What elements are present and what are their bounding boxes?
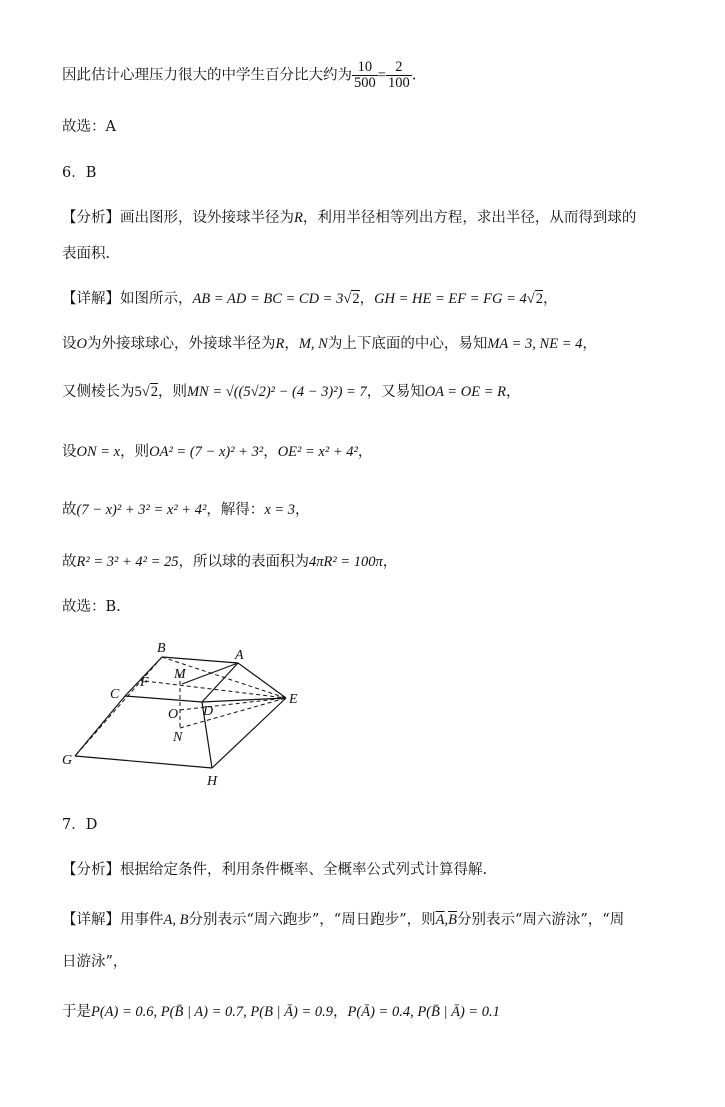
math-R: R [275,336,285,352]
edge-FE-hidden [145,681,286,698]
text-segment: 设 [62,336,77,352]
separator: ， [295,502,310,518]
label-B: B [157,641,166,656]
math-O: O [76,336,87,352]
separator: ， [359,291,375,307]
question-7-answer: 7．D [62,817,98,833]
edge-AD [202,663,238,702]
detail-line-7: 故选：B. [62,599,121,615]
fraction-1 [352,60,378,91]
detail-line-6 [62,555,397,570]
edge-BA [162,657,238,663]
math-expression: 4πR² = 100π [309,554,383,570]
detail-line-2 [62,337,597,352]
sqrt-radicand: 2 [150,384,158,400]
text-segment: ，解得： [206,502,265,518]
math-expression: OA² = (7 − x)² + 3² [149,444,264,460]
edge-GH [75,756,212,768]
separator: ， [284,336,299,352]
math-MN: M, N [298,336,328,352]
math-R: R [294,210,303,226]
separator: ， [582,336,597,352]
text-segment: 分别表示“周六跑步”，“周日跑步”，则 [188,912,436,928]
sqrt-symbol: √ [526,291,535,307]
math-expression: MA = 3, NE = 4 [487,336,583,352]
detail-q7-line-2: 日游泳”， [62,954,128,970]
separator: ， [263,444,278,460]
fraction-denominator: 500 [354,75,376,92]
equals-sign: = [377,67,386,84]
math-expression: MN = √((5√2)² − (4 − 3)²) = 7 [186,384,367,400]
math-expression: OE² = x² + 4² [277,444,358,460]
text-segment: 【分析】画出图形，设外接球半径为 [62,210,294,226]
detail-line-4 [62,445,372,460]
math-expression: AB = AD = BC = CD = 3 [192,291,344,307]
analysis-q7: 【分析】根据给定条件，利用条件概率、全概率公式列式计算得解. [62,862,488,878]
label-N: N [173,730,183,745]
math-expression: P(A) = 0.6, P(B̄ | A) = 0.7, P(B | Ā) = 0.9 [91,1004,334,1020]
text-line-2: 故选：A [62,119,116,135]
label-G: G [62,753,73,768]
segment-OE-hidden [180,698,286,710]
sqrt-symbol: √ [343,291,352,307]
math-expression: R² = 3² + 4² = 25 [76,554,179,570]
math-expression: ON = x [76,444,121,460]
analysis-line-2: 表面积. [62,246,111,262]
frustum-figure [50,636,310,796]
text-segment: 【详解】用事件 [62,912,164,928]
text-segment: ，则 [157,384,187,400]
fraction-numerator: 10 [352,60,378,76]
math-expression: x = 3 [264,502,296,518]
detail-line-3 [62,385,521,400]
edge-BG-hidden [75,657,162,756]
detail-q7-line-3 [62,1005,500,1020]
math-number: 5 [134,384,142,400]
separator: ， [542,291,558,307]
sqrt-radicand: 2 [352,291,360,307]
detail-line-5 [62,503,310,518]
math-expression: P(Ā) = 0.4, P(B̄ | Ā) = 0.1 [347,1004,500,1020]
period: . [411,67,417,84]
separator: ， [506,384,521,400]
edge-CD [125,696,202,702]
label-E: E [289,692,298,707]
text-segment: 因此估计心理压力很大的中学生百分比大约为 [62,67,352,84]
fraction-2 [386,60,412,91]
text-line-1 [62,60,416,91]
label-D: D [203,704,214,719]
text-segment: 【详解】如图所示， [62,291,193,307]
detail-q7-line-1: 【详解】用事件A, B分别表示“周六跑步”，“周日跑步”，则$\overline{A},\overline{B}$分别表示“周六游泳”，“周 [62,912,625,928]
text-segment: 为上下底面的中心，易知 [327,336,488,352]
text-segment: 故 [62,554,77,570]
fraction-denominator: 100 [387,75,410,92]
label-A: A [235,648,244,663]
separator: ， [357,444,373,460]
analysis-line-1 [62,211,636,226]
text-segment: 设 [62,444,77,460]
detail-line-1 [62,292,557,307]
edge-DE [202,698,286,702]
separator: ， [382,554,398,570]
label-F: F [140,675,149,690]
label-M: M [174,667,186,682]
text-segment: 于是 [62,1004,91,1020]
label-O: O [168,707,179,722]
text-segment: ，则 [120,444,150,460]
math-B-bar: $\overline{B}$ [448,912,457,928]
math-expression: GH = HE = EF = FG = 4 [374,291,527,307]
math-expression: OA = OE = R [424,384,507,400]
text-segment: ，利用半径相等列出方程，求出半径，从而得到球的 [302,210,637,226]
question-6-answer: 6．B [62,165,97,181]
label-H: H [207,774,218,789]
text-segment: ，又易知 [366,384,425,400]
label-C: C [110,687,120,702]
text-segment: ，所以球的表面积为 [178,554,310,570]
text-segment: 又侧棱长为 [62,384,135,400]
separator: ， [333,1004,348,1020]
text-segment: 为外接球球心，外接球半径为 [86,336,276,352]
fraction-numerator: 2 [386,60,412,76]
text-segment: 故 [62,502,77,518]
sqrt-symbol: √ [141,384,150,400]
text-segment: 分别表示“周六游泳”，“周 [456,912,625,928]
sqrt-radicand: 2 [535,291,543,307]
math-expression: (7 − x)² + 3² = x² + 4² [76,502,207,518]
math-AB: A, B [163,912,189,928]
math-A-bar: $\overline{A}$ [435,912,445,928]
